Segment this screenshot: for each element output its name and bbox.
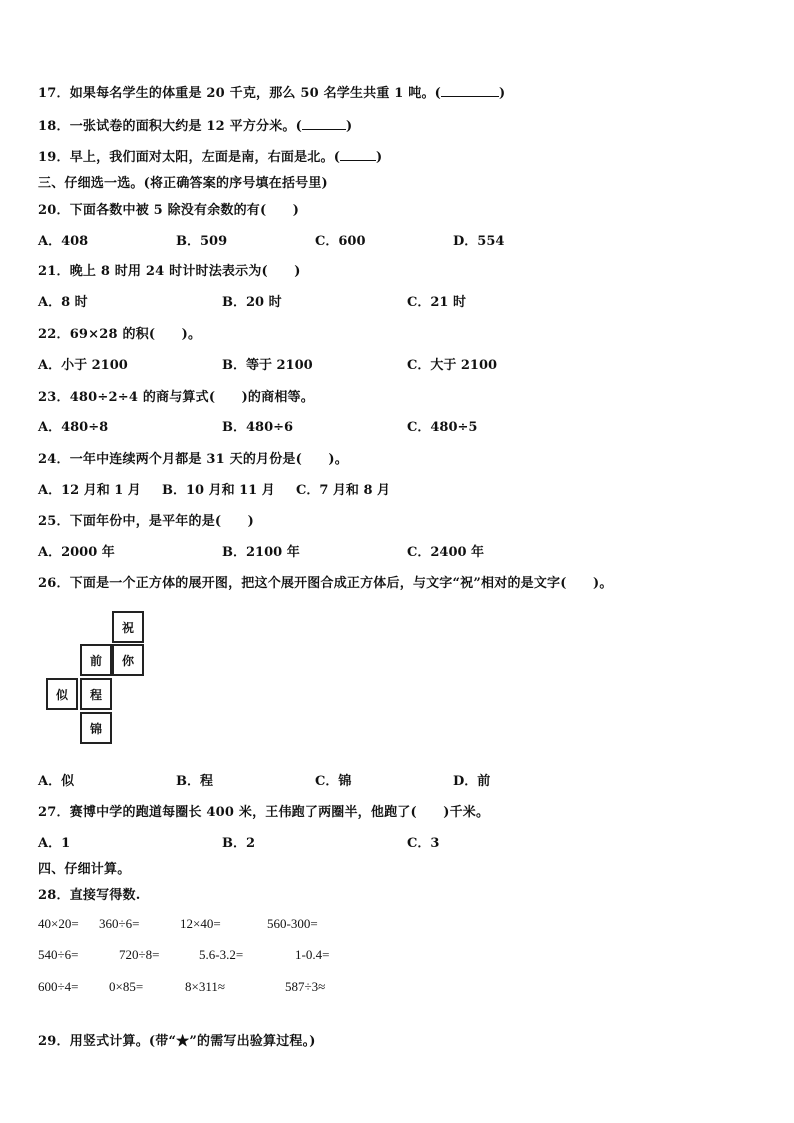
question-19-text: 19．早上，我们面对太阳，左面是南，右面是北。( xyxy=(38,150,341,165)
question-29-stem: 29．用竖式计算。(带“★”的需写出验算过程。) xyxy=(38,1034,316,1049)
q25-option-b[interactable]: B．2100 年 xyxy=(222,545,300,560)
q20-option-d[interactable]: D．554 xyxy=(453,234,505,249)
question-24-stem: 24．一年中连续两个月都是 31 天的月份是( )。 xyxy=(38,452,348,467)
q27-option-c[interactable]: C．3 xyxy=(407,836,440,851)
section-4-heading: 四、仔细计算。 xyxy=(38,862,131,877)
question-21-stem: 21．晚上 8 时用 24 时计时法表示为( ) xyxy=(38,264,301,279)
question-19: 19．早上，我们面对太阳，左面是南，右面是北。( ) xyxy=(38,150,383,165)
q21-option-b[interactable]: B．20 时 xyxy=(222,295,282,310)
calc-item: 720÷8= xyxy=(119,947,160,962)
question-17: 17．如果每名学生的体重是 20 千克，那么 50 名学生共重 1 吨。( ) xyxy=(38,86,506,101)
q24-option-b[interactable]: B．10 月和 11 月 xyxy=(162,483,275,498)
question-18: 18．一张试卷的面积大约是 12 平方分米。( ) xyxy=(38,119,353,134)
calc-item: 540÷6= xyxy=(38,947,79,962)
q26-option-d[interactable]: D．前 xyxy=(453,774,491,789)
question-25-stem: 25．下面年份中，是平年的是( ) xyxy=(38,514,254,529)
q21-option-c[interactable]: C．21 时 xyxy=(407,295,466,310)
section-3-heading: 三、仔细选一选。(将正确答案的序号填在括号里) xyxy=(38,176,328,191)
question-28-stem: 28．直接写得数. xyxy=(38,888,141,903)
net-cell-cheng: 程 xyxy=(80,678,112,710)
calc-item: 40×20= xyxy=(38,916,79,931)
q20-option-c[interactable]: C．600 xyxy=(315,234,366,249)
q20-option-a[interactable]: A．408 xyxy=(38,234,89,249)
net-cell-qian: 前 xyxy=(80,644,112,676)
q24-option-a[interactable]: A．12 月和 1 月 xyxy=(38,483,141,498)
answer-blank-19[interactable] xyxy=(340,148,376,161)
calc-item: 8×311≈ xyxy=(185,979,225,994)
question-17-text: 17．如果每名学生的体重是 20 千克，那么 50 名学生共重 1 吨。( xyxy=(38,86,442,101)
calc-item: 360÷6= xyxy=(99,916,140,931)
question-22-stem: 22．69×28 的积( )。 xyxy=(38,327,202,342)
q25-option-a[interactable]: A．2000 年 xyxy=(38,545,115,560)
q22-option-a[interactable]: A．小于 2100 xyxy=(38,358,128,373)
net-cell-si: 似 xyxy=(46,678,78,710)
q22-option-b[interactable]: B．等于 2100 xyxy=(222,358,313,373)
calc-item: 0×85= xyxy=(109,979,144,994)
calc-item: 1-0.4= xyxy=(295,947,330,962)
question-20-stem: 20．下面各数中被 5 除没有余数的有( ) xyxy=(38,203,300,218)
question-23-stem: 23．480÷2÷4 的商与算式( )的商相等。 xyxy=(38,390,314,405)
question-26-stem: 26．下面是一个正方体的展开图，把这个展开图合成正方体后，与文字“祝”相对的是文字( )。 xyxy=(38,576,613,591)
q23-option-a[interactable]: A．480÷8 xyxy=(38,420,109,435)
cube-net-figure xyxy=(46,611,146,751)
q26-option-a[interactable]: A．似 xyxy=(38,774,75,789)
net-cell-zhu: 祝 xyxy=(112,611,144,643)
q23-option-c[interactable]: C．480÷5 xyxy=(407,420,478,435)
q26-option-c[interactable]: C．锦 xyxy=(315,774,352,789)
q26-option-b[interactable]: B．程 xyxy=(176,774,213,789)
calc-item: 600÷4= xyxy=(38,979,79,994)
q21-option-a[interactable]: A．8 时 xyxy=(38,295,88,310)
calc-item: 587÷3≈ xyxy=(285,979,326,994)
q24-option-c[interactable]: C．7 月和 8 月 xyxy=(296,483,391,498)
answer-blank-17[interactable] xyxy=(441,84,499,97)
question-27-stem: 27．赛博中学的跑道每圈长 400 米，王伟跑了两圈半，他跑了( )千米。 xyxy=(38,805,490,820)
net-cell-jin: 锦 xyxy=(80,712,112,744)
question-18-text: 18．一张试卷的面积大约是 12 平方分米。( xyxy=(38,119,302,134)
calc-item: 12×40= xyxy=(180,916,221,931)
q27-option-a[interactable]: A．1 xyxy=(38,836,71,851)
calc-item: 5.6-3.2= xyxy=(199,947,244,962)
q23-option-b[interactable]: B．480÷6 xyxy=(222,420,294,435)
calc-item: 560-300= xyxy=(267,916,318,931)
q22-option-c[interactable]: C．大于 2100 xyxy=(407,358,498,373)
q20-option-b[interactable]: B．509 xyxy=(176,234,228,249)
q25-option-c[interactable]: C．2400 年 xyxy=(407,545,485,560)
answer-blank-18[interactable] xyxy=(302,117,346,130)
net-cell-ni: 你 xyxy=(112,644,144,676)
q27-option-b[interactable]: B．2 xyxy=(222,836,256,851)
